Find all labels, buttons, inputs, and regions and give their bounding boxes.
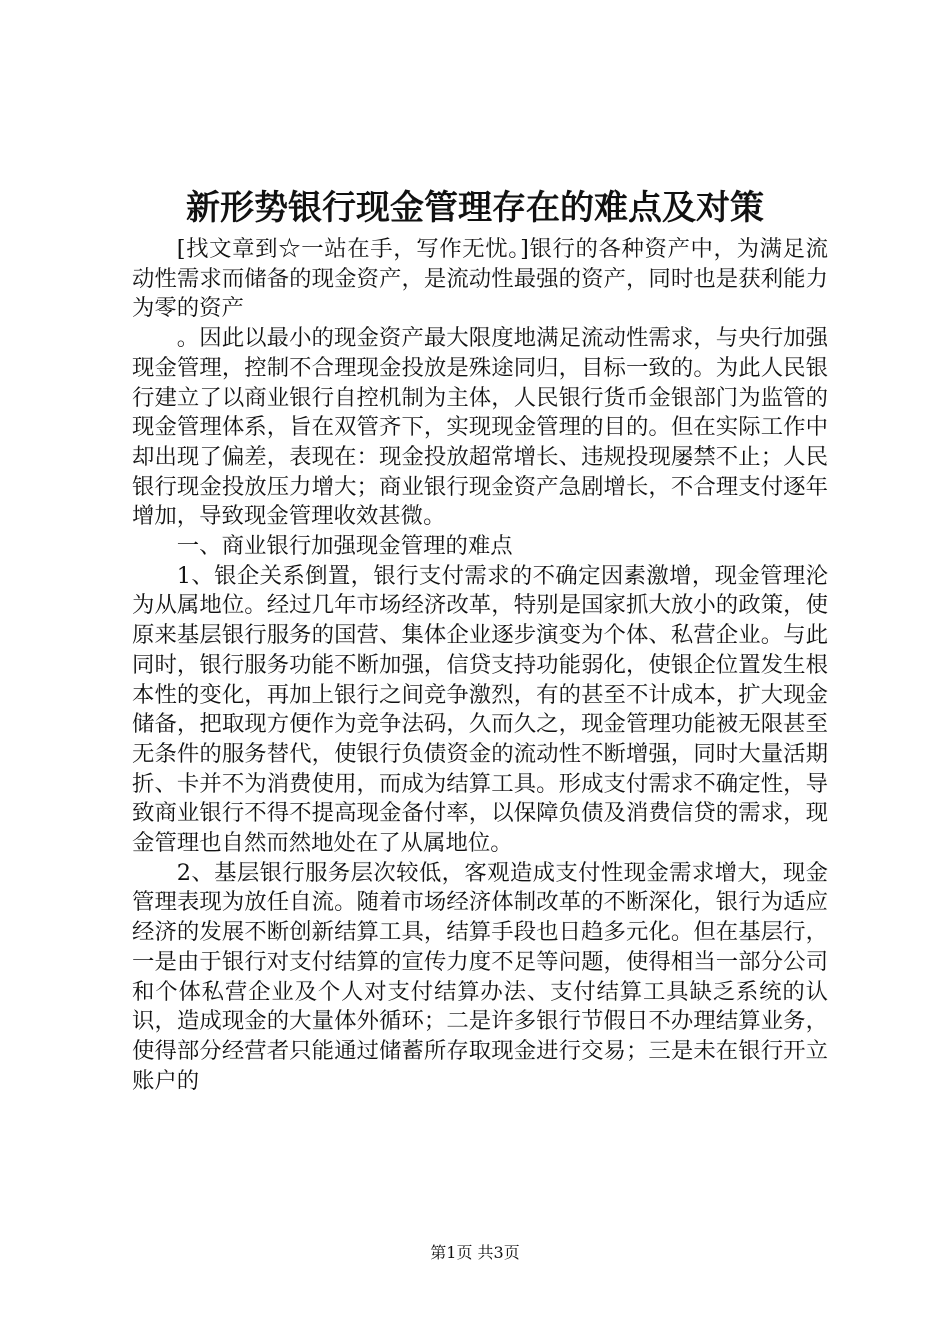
section-heading-difficulties: 一、商业银行加强现金管理的难点 (176, 533, 513, 560)
paragraph-point-1: 1、银企关系倒置，银行支付需求的不确定因素激增，现金管理沦为从属地位。经过几年市场经济改革，特别是国家抓大放小的政策，使原来基层银行服务的国营、集体企业逐步演变为个体、私营企业。与此同时，银行服务功能不断加强，信贷支持功能弱化，使银企位置发生根本性的变化，再加上银行之间竞争激烈，有的甚至不计成本，扩大现金储备，把取现方便作为竞争法码，久而久之，现金管理功能被无限甚至无条件的服务替代，使银行负债资金的流动性不断增强，同时大量活期折、卡并不为消费使用，而成为结算工具。形成支付需求不确定性，导致商业银行不得不提高现金备付率，以保障负债及消费信贷的需求，现金管理也自然而然地处在了从属地位。 (132, 562, 828, 857)
paragraph-overview: 。因此以最小的现金资产最大限度地满足流动性需求，与央行加强现金管理，控制不合理现金投放是殊途同归，目标一致的。为此人民银行建立了以商业银行自控机制为主体，人民银行货币金银部门为监管的现金管理体系，旨在双管齐下，实现现金管理的目的。但在实际工作中却出现了偏差，表现在：现金投放超常增长、违规投现屡禁不止；人民银行现金投放压力增大；商业银行现金资产急剧增长，不合理支付逐年增加，导致现金管理收效甚微。 (132, 325, 828, 530)
document-body (132, 235, 828, 1096)
paragraph-point-2: 2、基层银行服务层次较低，客观造成支付性现金需求增大，现金管理表现为放任自流。随着市场经济体制改革的不断深化，银行为适应经济的发展不断创新结算工具，结算手段也日趋多元化。但在基层行，一是由于银行对支付结算的宣传力度不足等问题，使得相当一部分公司和个体私营企业及个人对支付结算办法、支付结算工具缺乏系统的认识，造成现金的大量体外循环；二是许多银行节假日不办理结算业务，使得部分经营者只能通过储蓄所存取现金进行交易；三是未在银行开立账户的 (132, 859, 828, 1094)
page-footer: 第1页 共3页 (430, 1243, 520, 1262)
document-title: 新形势银行现金管理存在的难点及对策 (186, 188, 764, 228)
paragraph-intro: [找文章到☆一站在手，写作无忧。]银行的各种资产中，为满足流动性需求而储备的现金资产，是流动性最强的资产，同时也是获利能力为零的资产 (132, 236, 828, 322)
